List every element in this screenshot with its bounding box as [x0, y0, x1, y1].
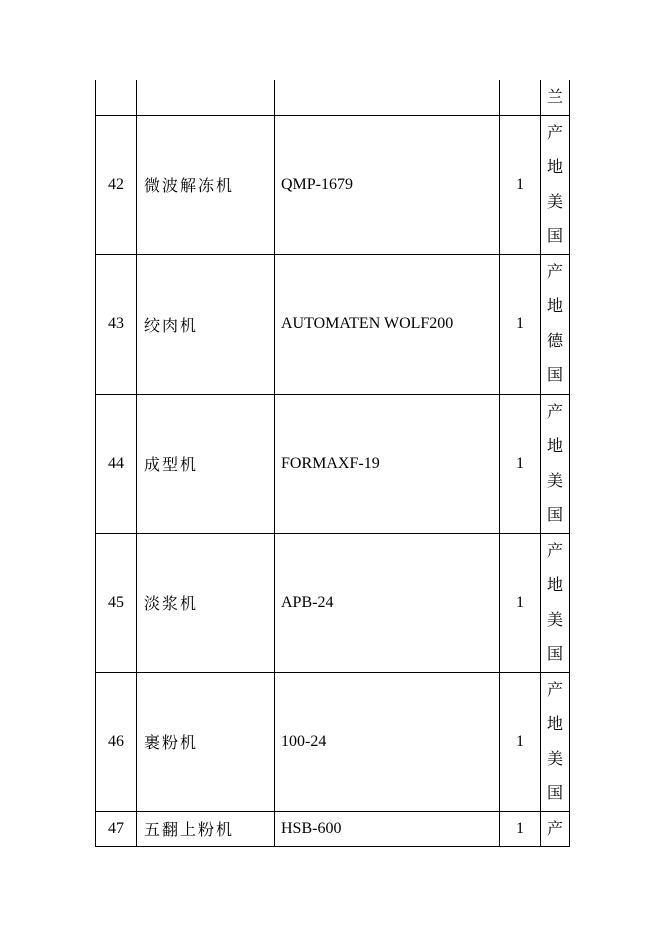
name-cell: 绞肉机 — [137, 254, 275, 394]
model-cell: 100-24 — [275, 672, 500, 811]
model-cell: HSB-600 — [275, 811, 500, 847]
origin-cell — [541, 394, 570, 533]
number-cell: 43 — [96, 254, 137, 394]
origin-text: 产地美国 — [546, 122, 563, 245]
model-cell — [275, 80, 500, 115]
name-cell: 淡浆机 — [137, 533, 275, 672]
name-cell: 五翻上粉机 — [137, 811, 275, 847]
model-cell: APB-24 — [275, 533, 500, 672]
origin-cell — [541, 533, 570, 672]
table-row — [96, 80, 570, 115]
origin-cell — [541, 811, 570, 847]
model-cell: FORMAXF-19 — [275, 394, 500, 533]
table-row — [96, 394, 570, 533]
number-cell: 42 — [96, 115, 137, 254]
number-cell — [96, 80, 137, 115]
number-cell: 46 — [96, 672, 137, 811]
name-cell: 成型机 — [137, 394, 275, 533]
origin-text: 产 — [546, 818, 563, 838]
quantity-cell: 1 — [500, 811, 541, 847]
origin-cell — [541, 672, 570, 811]
origin-text: 兰 — [546, 87, 563, 106]
origin-cell — [541, 254, 570, 394]
origin-cell — [541, 80, 570, 115]
table-row — [96, 115, 570, 254]
table-row — [96, 811, 570, 847]
origin-text: 产地美国 — [546, 401, 563, 524]
table-row — [96, 254, 570, 394]
name-cell: 微波解冻机 — [137, 115, 275, 254]
table-row — [96, 672, 570, 811]
name-cell — [137, 80, 275, 115]
quantity-cell: 1 — [500, 672, 541, 811]
table-row — [96, 533, 570, 672]
quantity-cell — [500, 80, 541, 115]
origin-text: 产地美国 — [546, 540, 563, 663]
number-cell: 47 — [96, 811, 137, 847]
equipment-table — [95, 80, 570, 847]
origin-text: 产地美国 — [546, 679, 563, 802]
quantity-cell: 1 — [500, 533, 541, 672]
model-cell: QMP-1679 — [275, 115, 500, 254]
origin-cell — [541, 115, 570, 254]
quantity-cell: 1 — [500, 115, 541, 254]
model-cell: AUTOMATEN WOLF200 — [275, 254, 500, 394]
name-cell: 裹粉机 — [137, 672, 275, 811]
origin-text: 产地德国 — [546, 261, 563, 384]
quantity-cell: 1 — [500, 254, 541, 394]
number-cell: 44 — [96, 394, 137, 533]
number-cell: 45 — [96, 533, 137, 672]
quantity-cell: 1 — [500, 394, 541, 533]
